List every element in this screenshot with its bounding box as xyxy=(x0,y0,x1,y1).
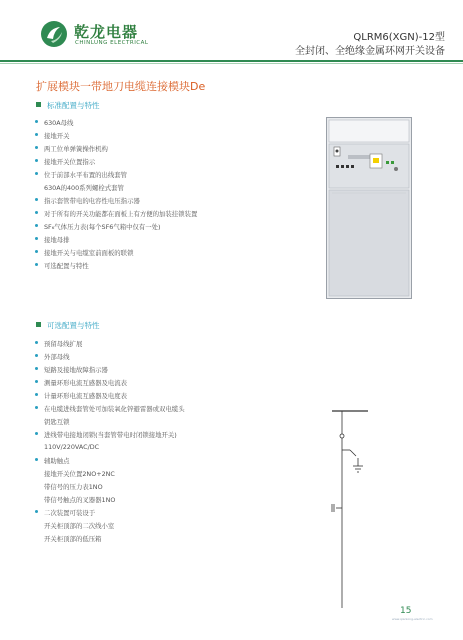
list-item-continuation: 钥匙互锁 xyxy=(44,418,70,426)
optional-section-heading xyxy=(36,320,100,331)
list-item-continuation: 110V/220VAC/DC xyxy=(44,443,100,451)
list-item: 外部母线 xyxy=(44,352,70,361)
list-item-continuation: 带信号触点的叉器器1NO xyxy=(44,496,116,504)
product-model: QLRM6(XGN)-12型 xyxy=(353,32,445,43)
list-item: 两工位单弹簧操作机构 xyxy=(44,144,108,153)
list-item: 进线带电接地闭锁(当套管带电时闭锁接地开关) xyxy=(44,430,177,439)
list-item: 指示套管带电的电容性电压指示器 xyxy=(44,196,140,205)
header-divider-light xyxy=(0,63,463,64)
bullet-icon xyxy=(35,224,38,227)
page-url: www.qianlong-electric.com xyxy=(392,617,433,621)
bullet-icon xyxy=(35,393,38,396)
page-title: 扩展模块一带地刀电缆连接模块De xyxy=(36,80,206,93)
optional-heading-text: 可选配置与特性 xyxy=(47,321,100,330)
bullet-icon xyxy=(35,159,38,162)
bullet-icon xyxy=(35,120,38,123)
bullet-icon xyxy=(35,380,38,383)
bullet-icon xyxy=(35,172,38,175)
section-bullet-icon xyxy=(36,322,41,327)
list-item: SF₆气体压力表(每个SF6气箱中仅有一处) xyxy=(44,222,161,231)
list-item: 在电缆进线套管处可加装氧化锌避雷器或双电缆头 xyxy=(44,404,185,413)
list-item-continuation: 带信号的压力表1NO xyxy=(44,483,103,491)
bullet-icon xyxy=(35,354,38,357)
bullet-icon xyxy=(35,133,38,136)
bullet-icon xyxy=(35,211,38,214)
list-item: 测量环形电流互感器及电流表 xyxy=(44,378,127,387)
bullet-icon xyxy=(35,341,38,344)
list-item: 接地开关与电缆室前面板的联锁 xyxy=(44,248,133,257)
bullet-icon xyxy=(35,432,38,435)
list-item: 接地母排 xyxy=(44,235,70,244)
list-item-continuation: 630A的400系列螺栓式套管 xyxy=(44,184,124,192)
list-item: 短路及接地故障指示器 xyxy=(44,365,108,374)
bullet-icon xyxy=(35,510,38,513)
bullet-icon xyxy=(35,458,38,461)
bullet-icon xyxy=(35,237,38,240)
page-number: 15 xyxy=(400,606,412,616)
bullet-icon xyxy=(35,263,38,266)
list-item: 位于前部水平布置的出线套管 xyxy=(44,170,127,179)
list-item: 计量环形电流互感器及电度表 xyxy=(44,391,127,400)
list-item: 预留母线扩展 xyxy=(44,339,82,348)
list-item: 接地开关 xyxy=(44,131,70,140)
list-item: 对于所有的开关功能都在面板上有方便的加装挂锁装置 xyxy=(44,209,197,218)
list-item: 630A母线 xyxy=(44,118,73,127)
list-item: 接地开关位置指示 xyxy=(44,157,95,166)
list-item-continuation: 接地开关位置2NO+2NC xyxy=(44,470,115,478)
product-subtitle: 全封闭、全绝缘金属环网开关设备 xyxy=(295,46,445,57)
bullet-icon xyxy=(35,367,38,370)
standard-section-heading xyxy=(36,100,100,111)
bullet-icon xyxy=(35,406,38,409)
standard-heading-text: 标准配置与特性 xyxy=(47,101,100,110)
earthing-switch-icon xyxy=(350,450,356,456)
bullet-icon xyxy=(35,250,38,253)
single-line-diagram xyxy=(330,408,370,610)
bullet-icon xyxy=(35,146,38,149)
bullet-icon xyxy=(35,198,38,201)
section-bullet-icon xyxy=(36,102,41,107)
list-item-continuation: 开关柜顶部的二次线小室 xyxy=(44,522,115,530)
list-item: 可选配置与特性 xyxy=(44,261,89,270)
company-name-cn: 乾龙电器 xyxy=(74,23,139,41)
list-item-continuation: 开关柜顶部的低压箱 xyxy=(44,535,102,543)
list-item: 二次装置可装设于 xyxy=(44,508,95,517)
list-item: 辅助触点 xyxy=(44,456,70,465)
header-divider xyxy=(0,60,463,62)
cabinet-illustration xyxy=(326,117,412,299)
company-name-en: CHINLUNG ELECTRICAL xyxy=(75,40,149,46)
company-logo-icon xyxy=(40,20,68,48)
terminal-icon xyxy=(340,434,344,438)
